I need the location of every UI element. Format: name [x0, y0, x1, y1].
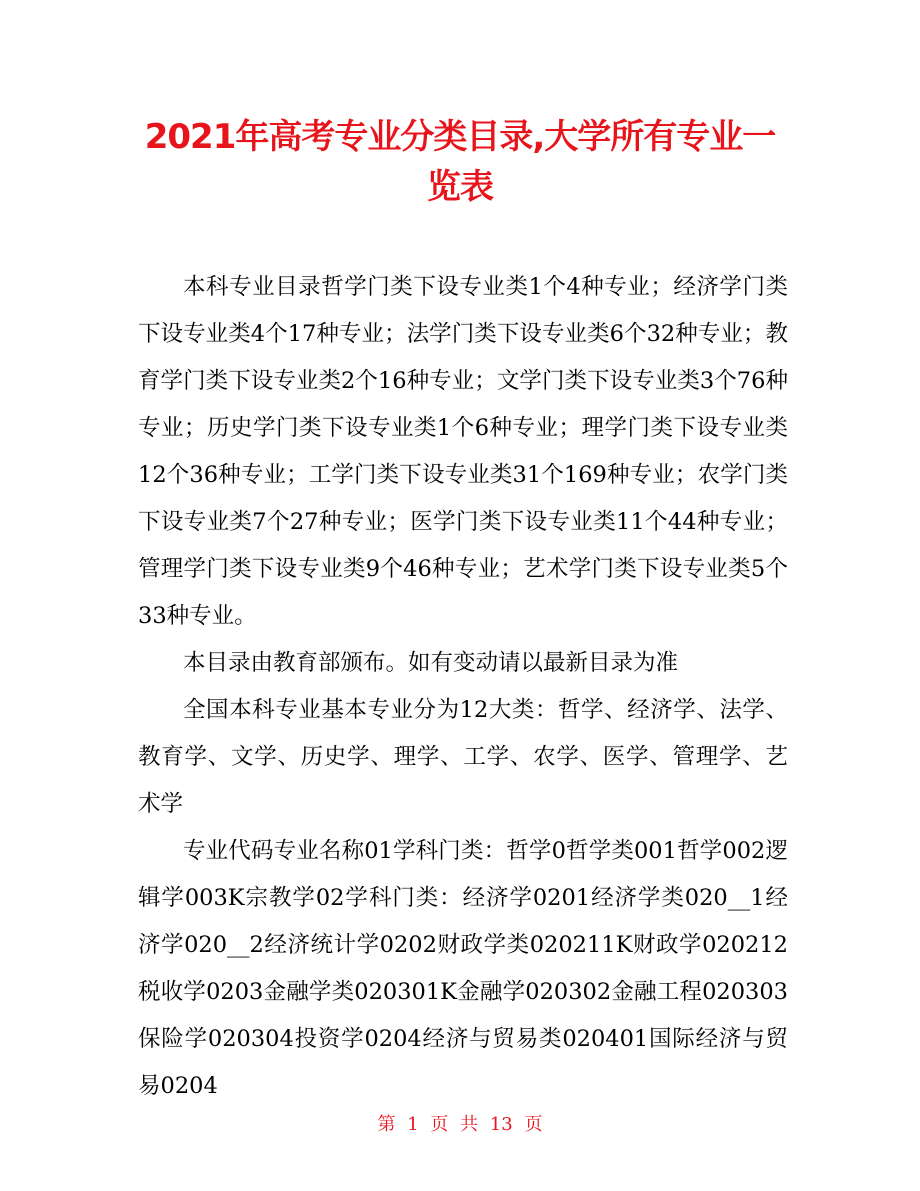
document-title: 2021年高考专业分类目录,大学所有专业一览表 — [144, 117, 776, 207]
paragraph-major-counts: 本科专业目录哲学门类下设专业类1个4种专业；经济学门类下设专业类4个17种专业；法学门类下设专业类6个32种专业；教育学门类下设专业类2个16种专业；文学门类下设专业类3个76种专业；历史学门类下设专业类1个6种专业；理学门类下设专业类12个36种专业；工学门类下设专业类31个169种专业；农学门类下设专业类7个27种专业；医学门类下设专业类11个44种专业；管理学门类下设专业类9个46种专业；艺术学门类下设专业类5个33种专业。 — [138, 274, 788, 629]
paragraph-categories: 全国本科专业基本专业分为12大类：哲学、经济学、法学、教育学、文学、历史学、理学、工学、农学、医学、管理学、艺术学 — [138, 697, 788, 817]
document-body — [138, 264, 788, 1110]
paragraph-major-codes: 专业代码专业名称01学科门类：哲学0哲学类001哲学002逻辑学003K宗教学02学科门类：经济学0201经济学类020__1经济学020__2经济统计学0202财政学类020211K财政学020212税收学0203金融学类020301K金融学020302金融工程020303保险学020304投资学0204经济与贸易类020401国际经济与贸易0204 — [138, 838, 788, 1099]
paragraph-notice: 本目录由教育部颁布。如有变动请以最新目录为准 — [183, 650, 679, 676]
page-number-footer: 第 1 页 共 13 页 — [377, 1114, 543, 1135]
